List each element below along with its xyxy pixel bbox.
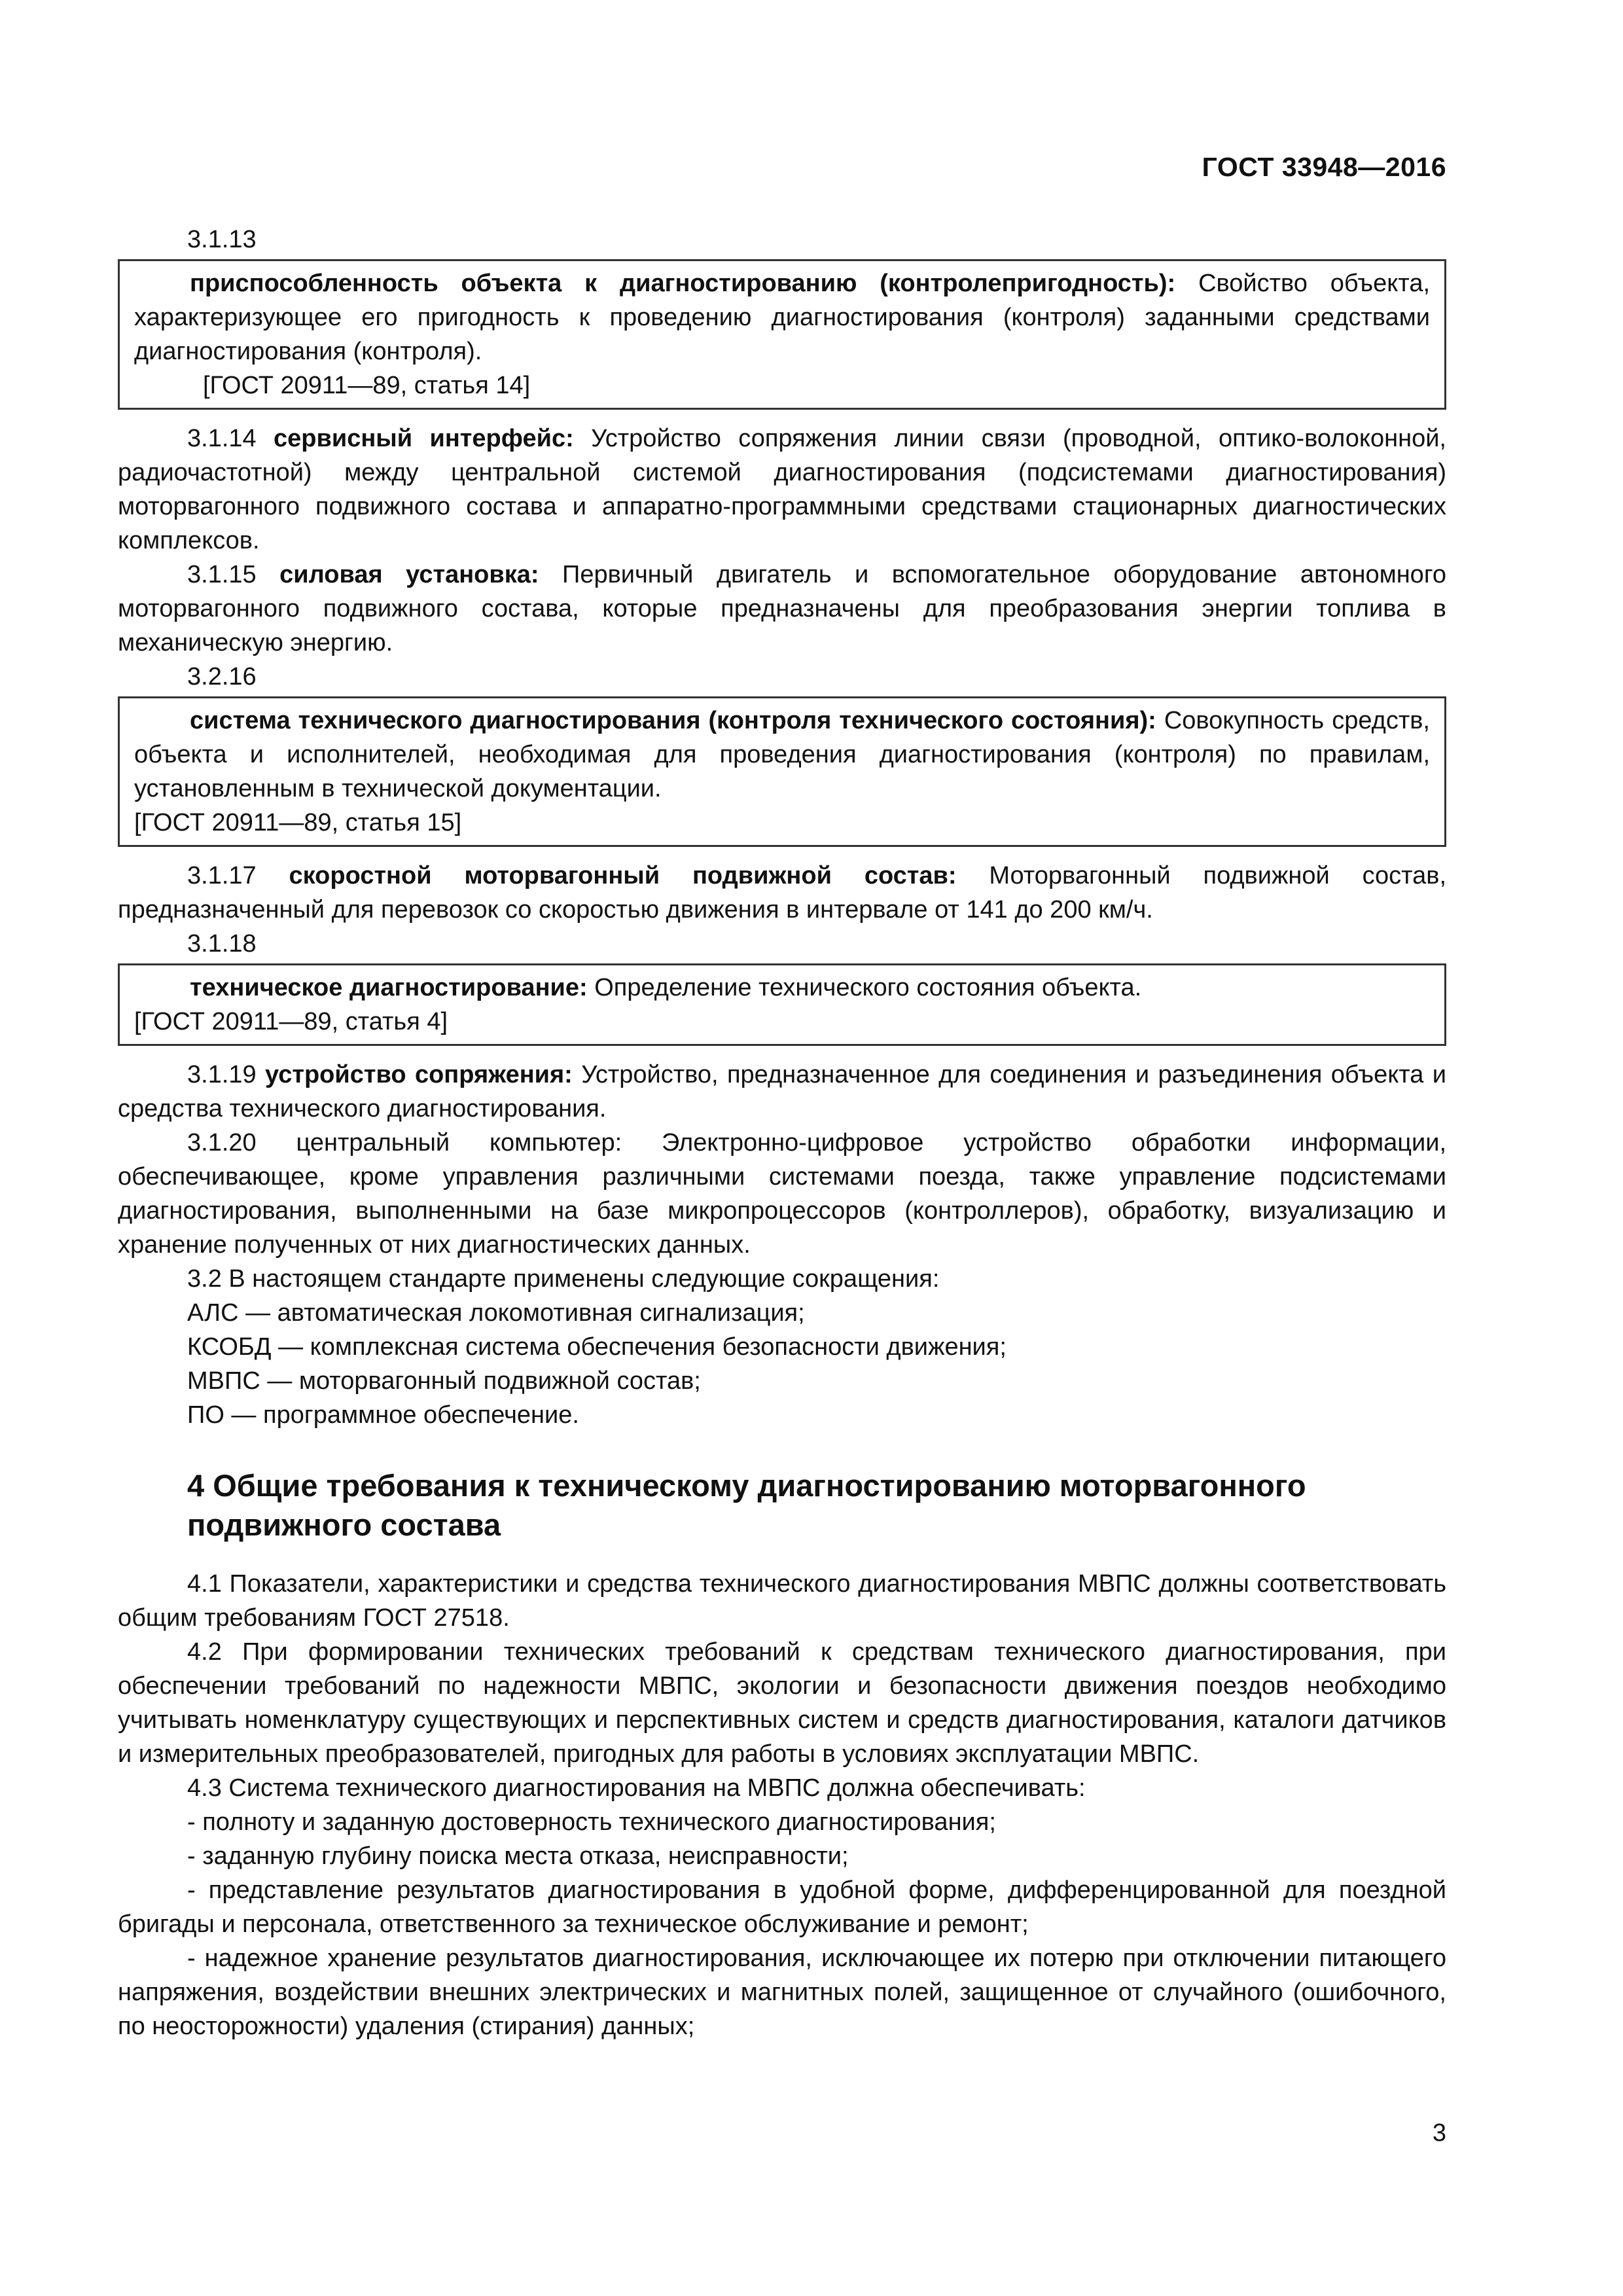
abbreviation-item: АЛС — автоматическая локомотивная сигнализация;	[187, 1299, 805, 1327]
abbreviation-item: ПО — программное обеспечение.	[187, 1401, 579, 1429]
definition-text-3-1-17: Моторвагонный подвижной состав, предназначенный для перевозок со скоростью движения в интервале от 141 до 200 км/ч.	[118, 862, 1447, 924]
requirement-item: - надежное хранение результатов диагностирования, исключающее их потерю при отключении питающего напряжения, воздействии внешних электрических и магнитных полей, защищенное от случайного (ошибочного, по неосторожности) удаления (стирания) данных;	[118, 1945, 1446, 2040]
definition-text-3-1-19: Устройство, предназначенное для соединения и разъединения объекта и средства технического диагностирования.	[118, 1061, 1446, 1122]
definition-box-3-2-16	[118, 696, 1446, 847]
clause-3-1-15	[118, 558, 1446, 660]
definition-3-2-16	[134, 704, 1430, 806]
clause-3-1-14	[118, 422, 1446, 558]
clause-number-3-1-19: 3.1.19	[187, 1061, 266, 1088]
clause-number-3-2-16: 3.2.16	[187, 663, 257, 691]
term-3-1-13: приспособленность объекта к диагностированию (контролепригодность):	[190, 270, 1176, 297]
abbreviations-intro: 3.2 В настоящем стандарте применены следующие сокращения:	[187, 1265, 940, 1293]
clause-4-2: 4.2 При формировании технических требований к средствам технического диагностирования, при обеспечении требований по надежности МВПС, экологии и безопасности движения поездов необходимо учитывать номенклатуру существующих и перспективных систем и средств диагностирования, каталоги датчиков и измерительных преобразователей, пригодных для работы в условиях эксплуатации МВПС.	[118, 1638, 1446, 1768]
abbreviation-item: МВПС — моторвагонный подвижной состав;	[187, 1367, 701, 1395]
definition-text-3-1-13: Свойство объекта, характеризующее его пригодность к проведению диагностирования (контроля) заданными средствами диагностирования (контроля).	[134, 270, 1431, 365]
term-3-2-16: система технического диагностирования (контроля технического состояния):	[190, 707, 1156, 734]
definition-box-3-1-13	[118, 259, 1446, 410]
clause-number-3-1-15: 3.1.15	[187, 561, 280, 588]
definition-text-3-1-18: Определение технического состояния объекта.	[587, 974, 1142, 1001]
clause-3-1-17	[118, 859, 1446, 927]
document-body	[118, 223, 1446, 2043]
clause-number-3-1-17: 3.1.17	[187, 862, 289, 889]
term-3-1-14: сервисный интерфейс:	[274, 425, 574, 452]
clause-number-3-1-14: 3.1.14	[187, 425, 274, 452]
term-3-1-17: скоростной моторвагонный подвижной состав:	[289, 862, 957, 889]
definition-3-1-13	[134, 266, 1430, 368]
definition-text-3-2-16: Совокупность средств, объекта и исполнителей, необходимая для проведения диагностирования (контроля) по правилам, установленным в технической документации.	[134, 707, 1430, 802]
clause-4-1: 4.1 Показатели, характеристики и средства технического диагностирования МВПС должны соответствовать общим требованиям ГОСТ 27518.	[118, 1570, 1446, 1632]
requirement-item: - заданную глубину поиска места отказа, неисправности;	[187, 1842, 849, 1870]
document-code-header: ГОСТ 33948—2016	[1202, 152, 1446, 182]
definition-box-3-1-18	[118, 963, 1446, 1046]
reference-3-2-16: [ГОСТ 20911—89, статья 15]	[134, 809, 462, 836]
section-4-heading: 4 Общие требования к техническому диагностированию моторвагонного подвижного состава	[187, 1468, 1306, 1542]
requirement-item: - представление результатов диагностирования в удобной форме, дифференцированной для поездной бригады и персонала, ответственного за техническое обслуживание и ремонт;	[118, 1876, 1446, 1938]
clause-3-1-19	[118, 1058, 1446, 1126]
reference-3-1-18: [ГОСТ 20911—89, статья 4]	[134, 1008, 448, 1035]
term-3-1-18: техническое диагностирование:	[190, 974, 588, 1001]
term-3-1-15: силовая установка:	[279, 561, 539, 588]
clause-number-3-1-18: 3.1.18	[187, 930, 257, 958]
clause-4-3: 4.3 Система технического диагностирования на МВПС должна обеспечивать:	[187, 1774, 1086, 1802]
term-3-1-19: устройство сопряжения:	[265, 1061, 573, 1088]
abbreviation-item: КСОБД — комплексная система обеспечения безопасности движения;	[187, 1333, 1007, 1361]
definition-text-3-1-14: Устройство сопряжения линии связи (проводной, оптико-волоконной, радиочастотной) между центральной системой диагностирования (подсистемами диагностирования) моторвагонного подвижного состава и аппаратно-программными средствами стационарных диагностических комплексов.	[118, 425, 1446, 554]
definition-text-3-1-15: Первичный двигатель и вспомогательное оборудование автономного моторвагонного подвижного состава, которые предназначены для преобразования энергии топлива в механическую энергию.	[118, 561, 1446, 656]
page-number: 3	[1432, 2119, 1446, 2147]
clause-3-1-20: 3.1.20 центральный компьютер: Электронно-цифровое устройство обработки информации, обеспечивающее, кроме управления различными системами поезда, также управление подсистемами диагностирования, выполненными на базе микропроцессоров (контроллеров), обработку, визуализацию и хранение полученных от них диагностических данных.	[118, 1129, 1446, 1259]
clause-number-3-1-13: 3.1.13	[187, 226, 257, 253]
definition-3-1-18	[134, 971, 1430, 1005]
requirement-item: - полноту и заданную достоверность технического диагностирования;	[187, 1808, 996, 1836]
reference-3-1-13: [ГОСТ 20911—89, статья 14]	[203, 372, 531, 399]
